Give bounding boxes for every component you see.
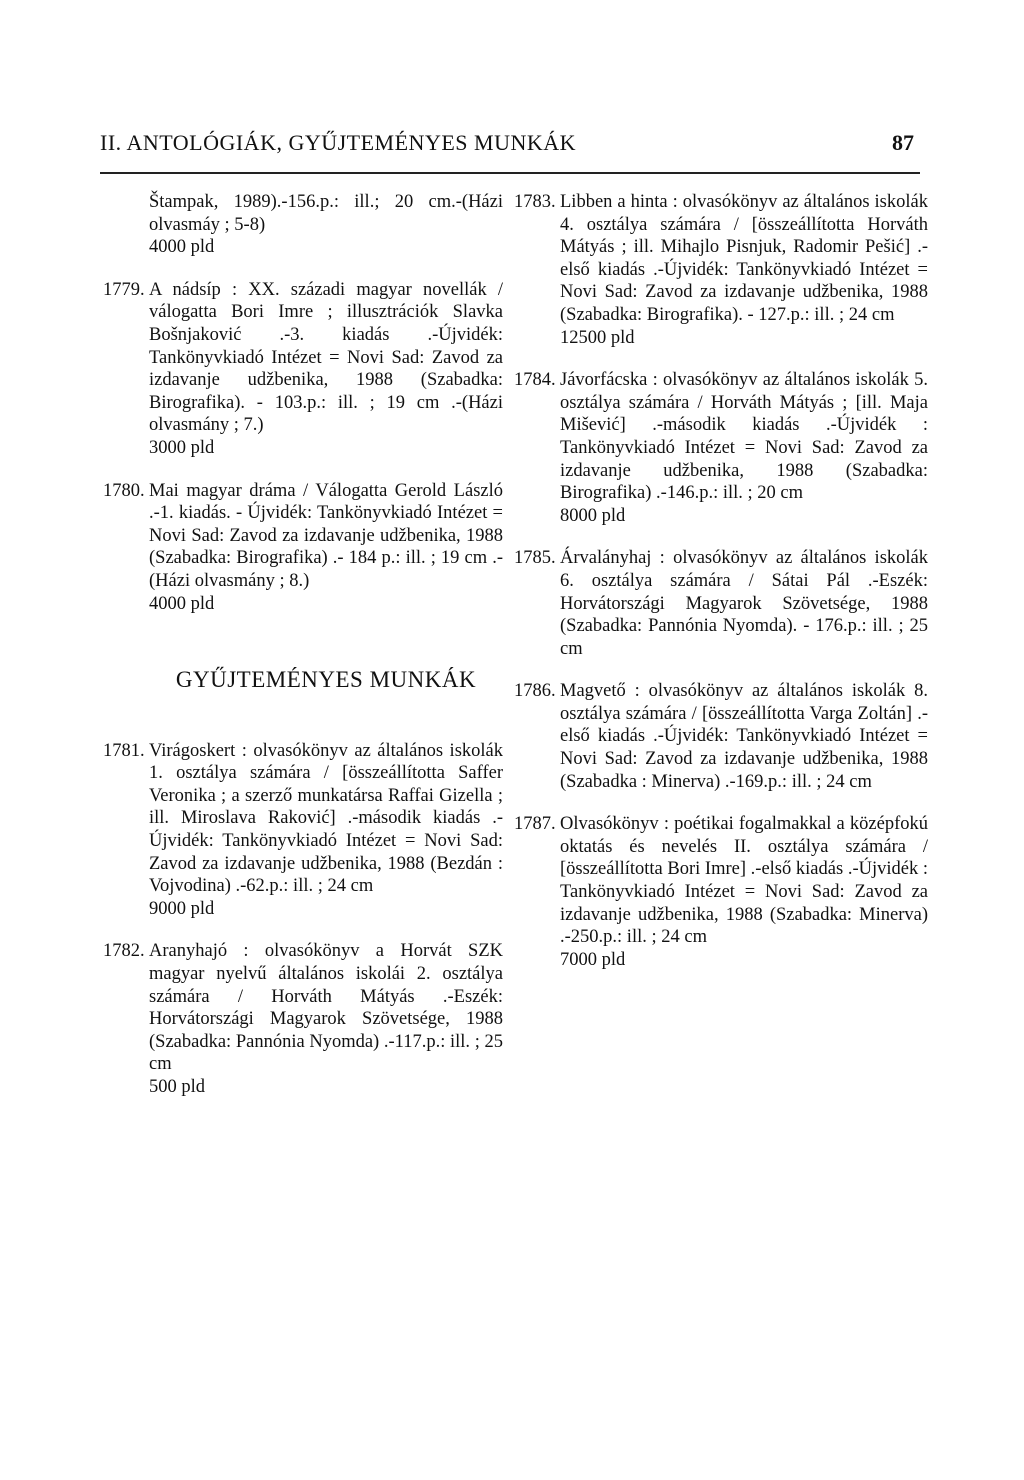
bib-entry-1786: [514, 680, 928, 793]
entry-quantity: 12500 pld: [560, 327, 635, 348]
running-title: II. ANTOLÓGIÁK, GYŰJTEMÉNYES MUNKÁK: [100, 130, 577, 155]
left-column: [103, 191, 503, 1119]
bib-entry-1783: [514, 191, 928, 349]
section-heading: GYŰJTEMÉNYES MUNKÁK: [175, 667, 477, 693]
entry-quantity: 7000 pld: [560, 949, 626, 970]
bib-entry-1780: [103, 480, 503, 616]
bib-entry-1782: [103, 940, 503, 1098]
entry-text: Árvalányhaj : olvasókönyv az általános iskolák 6. osztálya számára / Sátai Pál .-Eszék: Horvátországi Magyarok Szövetsége, 1988 (Szabadka: Pannónia Nyomda). - 176.p.: ill. ; 25 cm: [560, 548, 928, 659]
page-number: 87: [892, 130, 914, 155]
entry-number: 1780.: [103, 480, 145, 501]
bib-entry-1785: [514, 547, 928, 660]
page-header: [100, 130, 920, 170]
entry-number: 1779.: [103, 279, 145, 300]
entry-number: 1785.: [514, 548, 556, 569]
entry-text: Štampak, 1989).-156.p.: ill.; 20 cm.-(Házi olvasmáy ; 5-8): [149, 192, 503, 235]
entry-text: Mai magyar dráma / Válogatta Gerold László .-1. kiadás. - Újvidék: Tankönyvkiadó Intézet = Novi Sad: Zavod za izdavanje udžbenika, 1988 (Szabadka: Birografika) .- 184 p.: ill. ; 19 cm .-(Házi olvasmány ; 8.): [149, 480, 503, 591]
entry-quantity: 8000 pld: [560, 505, 626, 526]
entry-quantity: 4000 pld: [149, 237, 215, 258]
entry-quantity: 500 pld: [149, 1077, 206, 1097]
header-rule: [100, 172, 920, 174]
entry-text: A nádsíp : XX. századi magyar novellák / válogatta Bori Imre ; illusztrációk Slavka Bošnjaković .-3. kiadás .-Újvidék: Tankönyvkiadó Intézet = Novi Sad: Zavod za izdavanje udžbenika, 1988 (Szabadka: Birografika). - 103.p.: ill. ; 19 cm .-(Házi olvasmány ; 7.): [149, 279, 503, 436]
bib-entry-1784: [514, 369, 928, 527]
entry-text: Olvasókönyv : poétikai fogalmakkal a középfokú oktatás és nevelés II. osztálya számára / [összeállította Bori Imre] .-első kiadás .-Újvidék : Tankönyvkiadó Intézet = Novi Sad: Zavod za izdavanje udžbenika, 1988 (Szabadka: Minerva) .-250.p.: ill. ; 24 cm: [560, 814, 928, 948]
bib-entry-1779: [103, 279, 503, 460]
right-column: [514, 191, 928, 991]
continued-entry: [103, 191, 503, 259]
entry-number: 1787.: [514, 814, 556, 835]
entry-number: 1781.: [103, 740, 145, 761]
entry-quantity: 3000 pld: [149, 437, 215, 458]
entry-text: Aranyhajó : olvasókönyv a Horvát SZK magyar nyelvű általános iskolái 2. osztálya számára / Horváth Mátyás .-Eszék: Horvátországi Magyarok Szövetsége, 1988 (Szabadka: Pannónia Nyomda) .-117.p.: ill. ; 25 cm: [149, 941, 503, 1075]
entry-number: 1784.: [514, 370, 556, 391]
bib-entry-1781: [103, 740, 503, 921]
entry-number: 1786.: [514, 681, 556, 702]
entry-text: Jávorfácska : olvasókönyv az általános iskolák 5. osztálya számára / Horváth Mátyás ; [ill. Maja Mišević] .-második kiadás .-Újvidék : Tankönyvkiadó Intézet = Novi Sad: Zavod za izdavanje udžbenika, 1988 (Szabadka: Birografika) .-146.p.: ill. ; 20 cm: [560, 370, 928, 504]
entry-number: 1782.: [103, 941, 145, 962]
entry-quantity: 4000 pld: [149, 593, 215, 614]
entry-number: 1783.: [514, 192, 556, 212]
entry-text: Magvető : olvasókönyv az általános iskolák 8. osztálya számára / [összeállította Varga Zoltán] .-első kiadás .-Újvidék: Tankönyvkiadó Intézet = Novi Sad: Zavod za izdavanje udžbenika, 1988 (Szabadka : Minerva) .-169.p.: ill. ; 24 cm: [560, 681, 928, 792]
entry-text: Libben a hinta : olvasókönyv az általános iskolák 4. osztálya számára / [összeállította Horváth Mátyás ; ill. Mihajlo Pisnjuk, Radomir Pešić] .-első kiadás .-Újvidék: Tankönyvkiadó Intézet = Novi Sad: Zavod za izdavanje udžbenika, 1988 (Szabadka: Birografika). - 127.p.: ill. ; 24 cm: [560, 192, 928, 325]
bib-entry-1787: [514, 813, 928, 971]
entry-quantity: 9000 pld: [149, 898, 215, 919]
entry-text: Virágoskert : olvasókönyv az általános iskolák 1. osztálya számára / [összeállította Saffer Veronika ; a szerző munkatársa Raffai Gizella ; ill. Miroslava Raković] .-második kiadás .-Újvidék: Tankönyvkiadó Intézet = Novi Sad: Zavod za izdavanje udžbenika, 1988 (Bezdán : Vojvodina) .-62.p.: ill. ; 24 cm: [149, 740, 503, 897]
